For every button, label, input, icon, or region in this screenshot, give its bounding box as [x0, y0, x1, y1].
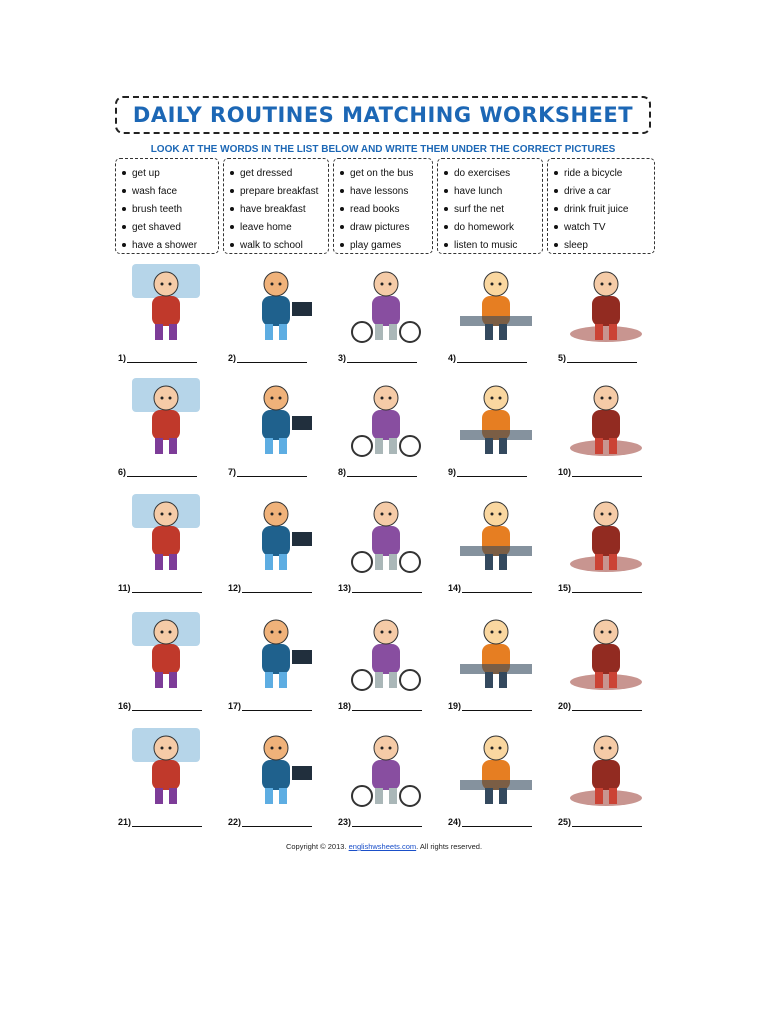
word-item: [554, 200, 650, 218]
answer-label: [558, 701, 642, 711]
bullet-icon: [122, 171, 126, 175]
answer-label: [118, 353, 197, 363]
man-getting-dressed-illustration: [122, 722, 210, 810]
picture-number: 24): [448, 817, 462, 827]
woman-washing-face-illustration: [232, 488, 320, 576]
picture-cell: [228, 372, 324, 484]
word-label: do homework: [454, 221, 515, 233]
answer-label: [118, 467, 197, 477]
copyright-suffix: . All rights reserved.: [416, 842, 483, 851]
boy-drinking-juice-illustration: [452, 606, 540, 694]
word-item: [554, 164, 650, 182]
instruction-text: LOOK AT THE WORDS IN THE LIST BELOW AND WRITE THEM UNDER THE CORRECT PICTURES: [150, 144, 616, 155]
picture-cell: [228, 258, 324, 370]
answer-blank[interactable]: [132, 818, 202, 827]
word-label: wash face: [132, 185, 178, 197]
man-brushing-teeth-illustration: [562, 488, 650, 576]
answer-blank[interactable]: [457, 354, 527, 363]
girl-hopscotch-illustration: [342, 258, 430, 346]
bullet-icon: [444, 189, 448, 193]
answer-blank[interactable]: [572, 468, 642, 477]
answer-label: [448, 817, 532, 827]
word-column-1: [115, 158, 219, 254]
word-label: sleep: [564, 239, 588, 251]
answer-label: [228, 353, 307, 363]
picture-number: 25): [558, 817, 572, 827]
answer-label: [338, 353, 417, 363]
picture-cell: [558, 488, 654, 600]
picture-cell: [558, 258, 654, 370]
answer-label: [228, 583, 312, 593]
answer-label: [558, 467, 642, 477]
picture-cell: [338, 488, 434, 600]
picture-number: 4): [448, 353, 457, 363]
answer-label: [558, 353, 637, 363]
answer-blank[interactable]: [567, 354, 637, 363]
answer-label: [448, 353, 527, 363]
word-label: leave home: [240, 221, 292, 233]
picture-cell: [118, 258, 214, 370]
answer-blank[interactable]: [242, 584, 312, 593]
word-label: have lessons: [350, 185, 409, 197]
answer-blank[interactable]: [352, 702, 422, 711]
word-label: listen to music: [454, 239, 518, 251]
bullet-icon: [444, 171, 448, 175]
picture-number: 12): [228, 583, 242, 593]
bullet-icon: [122, 207, 126, 211]
picture-number: 14): [448, 583, 462, 593]
answer-blank[interactable]: [347, 354, 417, 363]
bullet-icon: [444, 243, 448, 247]
picture-cell: [338, 722, 434, 834]
answer-label: [338, 817, 422, 827]
boy-eating-lunch-illustration: [452, 372, 540, 460]
word-item: [444, 182, 538, 200]
bullet-icon: [444, 207, 448, 211]
picture-cell: [228, 488, 324, 600]
picture-cell: [448, 258, 544, 370]
couple-listening-music-illustration: [122, 606, 210, 694]
picture-cell: [448, 606, 544, 718]
picture-number: 6): [118, 467, 127, 477]
girl-reading-book-illustration: [562, 372, 650, 460]
boy-riding-bicycle-illustration: [342, 372, 430, 460]
word-item: [340, 182, 428, 200]
word-item: [340, 236, 428, 254]
picture-cell: [448, 488, 544, 600]
man-shaving-illustration: [342, 722, 430, 810]
bullet-icon: [340, 189, 344, 193]
word-item: [554, 218, 650, 236]
word-label: get dressed: [240, 167, 293, 179]
picture-cell: [118, 606, 214, 718]
picture-cell: [558, 722, 654, 834]
picture-number: 1): [118, 353, 127, 363]
bullet-icon: [230, 207, 234, 211]
boy-computer-illustration: [232, 722, 320, 810]
word-item: [122, 200, 214, 218]
picture-number: 8): [338, 467, 347, 477]
word-item: [554, 182, 650, 200]
answer-label: [558, 817, 642, 827]
bullet-icon: [122, 225, 126, 229]
picture-cell: [448, 372, 544, 484]
word-label: have lunch: [454, 185, 503, 197]
bullet-icon: [554, 243, 558, 247]
bullet-icon: [340, 225, 344, 229]
bullet-icon: [122, 189, 126, 193]
answer-label: [118, 817, 202, 827]
word-label: drink fruit juice: [564, 203, 629, 215]
answer-label: [558, 583, 642, 593]
word-label: have a shower: [132, 239, 198, 251]
word-item: [444, 218, 538, 236]
picture-cell: [118, 488, 214, 600]
boy-walking-school-illustration: [232, 606, 320, 694]
answer-label: [228, 701, 312, 711]
answer-blank[interactable]: [352, 584, 422, 593]
woman-driving-car-illustration: [232, 372, 320, 460]
worksheet-title: DAILY ROUTINES MATCHING WORKSHEET: [132, 103, 634, 127]
word-label: brush teeth: [132, 203, 183, 215]
word-bank: [115, 158, 655, 254]
word-label: watch TV: [564, 221, 606, 233]
answer-blank[interactable]: [242, 818, 312, 827]
word-label: read books: [350, 203, 400, 215]
word-item: [340, 218, 428, 236]
answer-blank[interactable]: [347, 468, 417, 477]
word-label: surf the net: [454, 203, 505, 215]
picture-number: 20): [558, 701, 572, 711]
answer-label: [118, 583, 202, 593]
family-meal-illustration: [122, 258, 210, 346]
picture-number: 11): [118, 583, 131, 593]
answer-blank[interactable]: [127, 468, 197, 477]
picture-cell: [118, 722, 214, 834]
bullet-icon: [554, 225, 558, 229]
word-item: [444, 164, 538, 182]
boy-homework-illustration: [452, 258, 540, 346]
answer-blank[interactable]: [462, 818, 532, 827]
bullet-icon: [444, 225, 448, 229]
answer-blank[interactable]: [132, 584, 202, 593]
answer-label: [228, 817, 312, 827]
word-label: draw pictures: [350, 221, 410, 233]
word-label: drive a car: [564, 185, 611, 197]
word-column-4: [437, 158, 543, 254]
picture-number: 18): [338, 701, 352, 711]
answer-label: [338, 467, 417, 477]
girl-drawing-easel-illustration: [562, 606, 650, 694]
word-item: [230, 236, 324, 254]
picture-number: 15): [558, 583, 572, 593]
copyright-line: [0, 842, 768, 851]
word-item: [122, 236, 214, 254]
bullet-icon: [230, 243, 234, 247]
word-item: [340, 164, 428, 182]
bullet-icon: [230, 171, 234, 175]
word-item: [340, 200, 428, 218]
boy-breakfast-illustration: [452, 722, 540, 810]
word-item: [230, 164, 324, 182]
answer-blank[interactable]: [572, 818, 642, 827]
picture-cell: [448, 722, 544, 834]
picture-cell: [228, 606, 324, 718]
word-label: play games: [350, 239, 402, 251]
answer-blank[interactable]: [237, 354, 307, 363]
bullet-icon: [554, 189, 558, 193]
answer-label: [448, 701, 532, 711]
word-item: [444, 200, 538, 218]
man-exercising-illustration: [562, 722, 650, 810]
picture-number: 22): [228, 817, 242, 827]
answer-blank[interactable]: [462, 702, 532, 711]
teacher-class-illustration: [232, 258, 320, 346]
answer-blank[interactable]: [127, 354, 197, 363]
word-item: [122, 182, 214, 200]
answer-label: [338, 583, 422, 593]
bullet-icon: [340, 171, 344, 175]
bullet-icon: [554, 207, 558, 211]
answer-label: [118, 701, 202, 711]
bullet-icon: [340, 207, 344, 211]
answer-blank[interactable]: [457, 468, 527, 477]
picture-cell: [558, 606, 654, 718]
picture-cell: [118, 372, 214, 484]
answer-blank[interactable]: [572, 702, 642, 711]
copyright-link[interactable]: englishwsheets.com: [348, 842, 417, 851]
word-column-5: [547, 158, 655, 254]
picture-number: 13): [338, 583, 352, 593]
word-item: [230, 200, 324, 218]
word-label: get on the bus: [350, 167, 414, 179]
answer-label: [228, 467, 307, 477]
picture-number: 23): [338, 817, 352, 827]
word-label: walk to school: [240, 239, 303, 251]
kids-leaving-home-illustration: [452, 488, 540, 576]
word-column-3: [333, 158, 433, 254]
picture-number: 21): [118, 817, 132, 827]
answer-blank[interactable]: [352, 818, 422, 827]
picture-number: 7): [228, 467, 237, 477]
picture-number: 10): [558, 467, 572, 477]
picture-number: 19): [448, 701, 462, 711]
word-label: have breakfast: [240, 203, 306, 215]
man-shower-illustration: [122, 372, 210, 460]
word-item: [554, 236, 650, 254]
answer-blank[interactable]: [462, 584, 532, 593]
word-item: [230, 218, 324, 236]
word-item: [122, 218, 214, 236]
copyright-prefix: Copyright © 2013.: [285, 842, 349, 851]
bullet-icon: [340, 243, 344, 247]
boy-getting-up-illustration: [342, 606, 430, 694]
picture-cell: [338, 372, 434, 484]
word-label: get up: [132, 167, 160, 179]
picture-number: 16): [118, 701, 132, 711]
word-label: do exercises: [454, 167, 511, 179]
picture-number: 9): [448, 467, 457, 477]
family-watching-tv-illustration: [342, 488, 430, 576]
bullet-icon: [230, 225, 234, 229]
sleeping-in-bed-illustration: [562, 258, 650, 346]
answer-blank[interactable]: [242, 702, 312, 711]
picture-cell: [338, 606, 434, 718]
word-item: [230, 182, 324, 200]
answer-label: [448, 467, 527, 477]
word-item: [444, 236, 538, 254]
bullet-icon: [122, 243, 126, 247]
answer-label: [448, 583, 532, 593]
answer-blank[interactable]: [132, 702, 202, 711]
picture-cell: [558, 372, 654, 484]
word-label: prepare breakfast: [240, 185, 319, 197]
title-box: [115, 96, 651, 134]
picture-number: 17): [228, 701, 242, 711]
picture-cell: [338, 258, 434, 370]
picture-number: 3): [338, 353, 347, 363]
answer-label: [338, 701, 422, 711]
picture-number: 5): [558, 353, 567, 363]
picture-number: 2): [228, 353, 237, 363]
answer-blank[interactable]: [237, 468, 307, 477]
picture-cell: [228, 722, 324, 834]
bullet-icon: [554, 171, 558, 175]
word-label: ride a bicycle: [564, 167, 623, 179]
word-label: get shaved: [132, 221, 181, 233]
word-item: [122, 164, 214, 182]
word-column-2: [223, 158, 329, 254]
bullet-icon: [230, 189, 234, 193]
answer-blank[interactable]: [572, 584, 642, 593]
kids-school-bus-illustration: [122, 488, 210, 576]
